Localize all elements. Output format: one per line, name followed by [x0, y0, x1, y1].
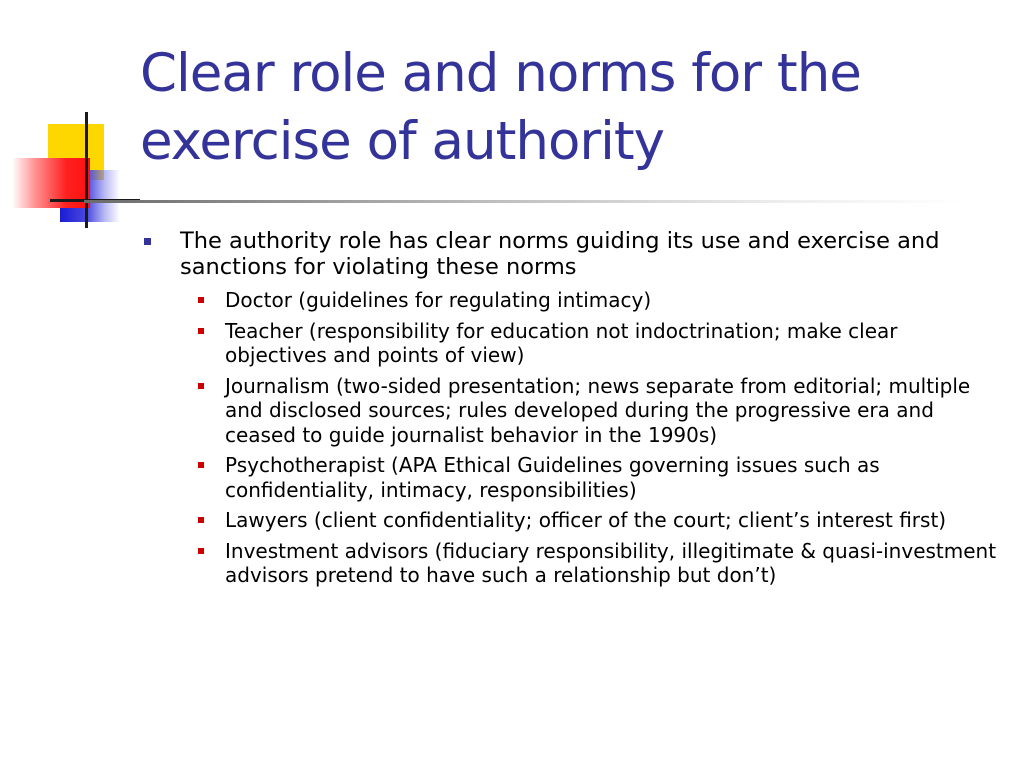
- square-bullet-icon: [198, 328, 204, 334]
- square-bullet-icon: [198, 383, 204, 389]
- title-underline-rule: [84, 200, 964, 203]
- sub-bullet-text: Journalism (two-sided presentation; news separate from editorial; multiple and disclosed sources; rules developed during the progressive era and ceased to guide journalist behavior in the 1990s): [225, 373, 971, 447]
- sub-bullet-text: Psychotherapist (APA Ethical Guidelines governing issues such as confidentiality, intimacy, responsibilities): [225, 453, 880, 502]
- main-bullet-text: The authority role has clear norms guiding its use and exercise and sanctions for violating these norms: [180, 228, 940, 280]
- square-bullet-icon: [198, 462, 204, 468]
- slide-title: Clear role and norms for the exercise of authority: [140, 43, 861, 172]
- square-bullet-icon: [144, 238, 151, 245]
- vertical-line-shape: [85, 112, 88, 228]
- slide-content: [140, 228, 1000, 594]
- sub-bullet-text: Lawyers (client confidentiality; officer of the court; client’s interest first): [225, 508, 947, 532]
- sub-bullet-list: [180, 288, 1000, 588]
- sub-bullet-item: [186, 453, 1000, 502]
- sub-bullet-item: [186, 539, 1000, 588]
- sub-bullet-item: [186, 374, 1000, 448]
- bullet-list: [140, 228, 1000, 588]
- sub-bullet-text: Doctor (guidelines for regulating intimacy): [225, 288, 652, 312]
- square-bullet-icon: [198, 297, 204, 303]
- sub-bullet-item: [186, 508, 1000, 533]
- sub-bullet-text: Teacher (responsibility for education not indoctrination; make clear objectives and points of view): [225, 318, 898, 367]
- sub-bullet-item: [186, 319, 1000, 368]
- square-bullet-icon: [198, 517, 204, 523]
- sub-bullet-text: Investment advisors (fiduciary responsibility, illegitimate & quasi-investment advisors pretend to have such a relationship but don’t): [225, 538, 997, 587]
- square-bullet-icon: [198, 548, 204, 554]
- main-bullet-item: [140, 228, 1000, 588]
- sub-bullet-item: [186, 288, 1000, 313]
